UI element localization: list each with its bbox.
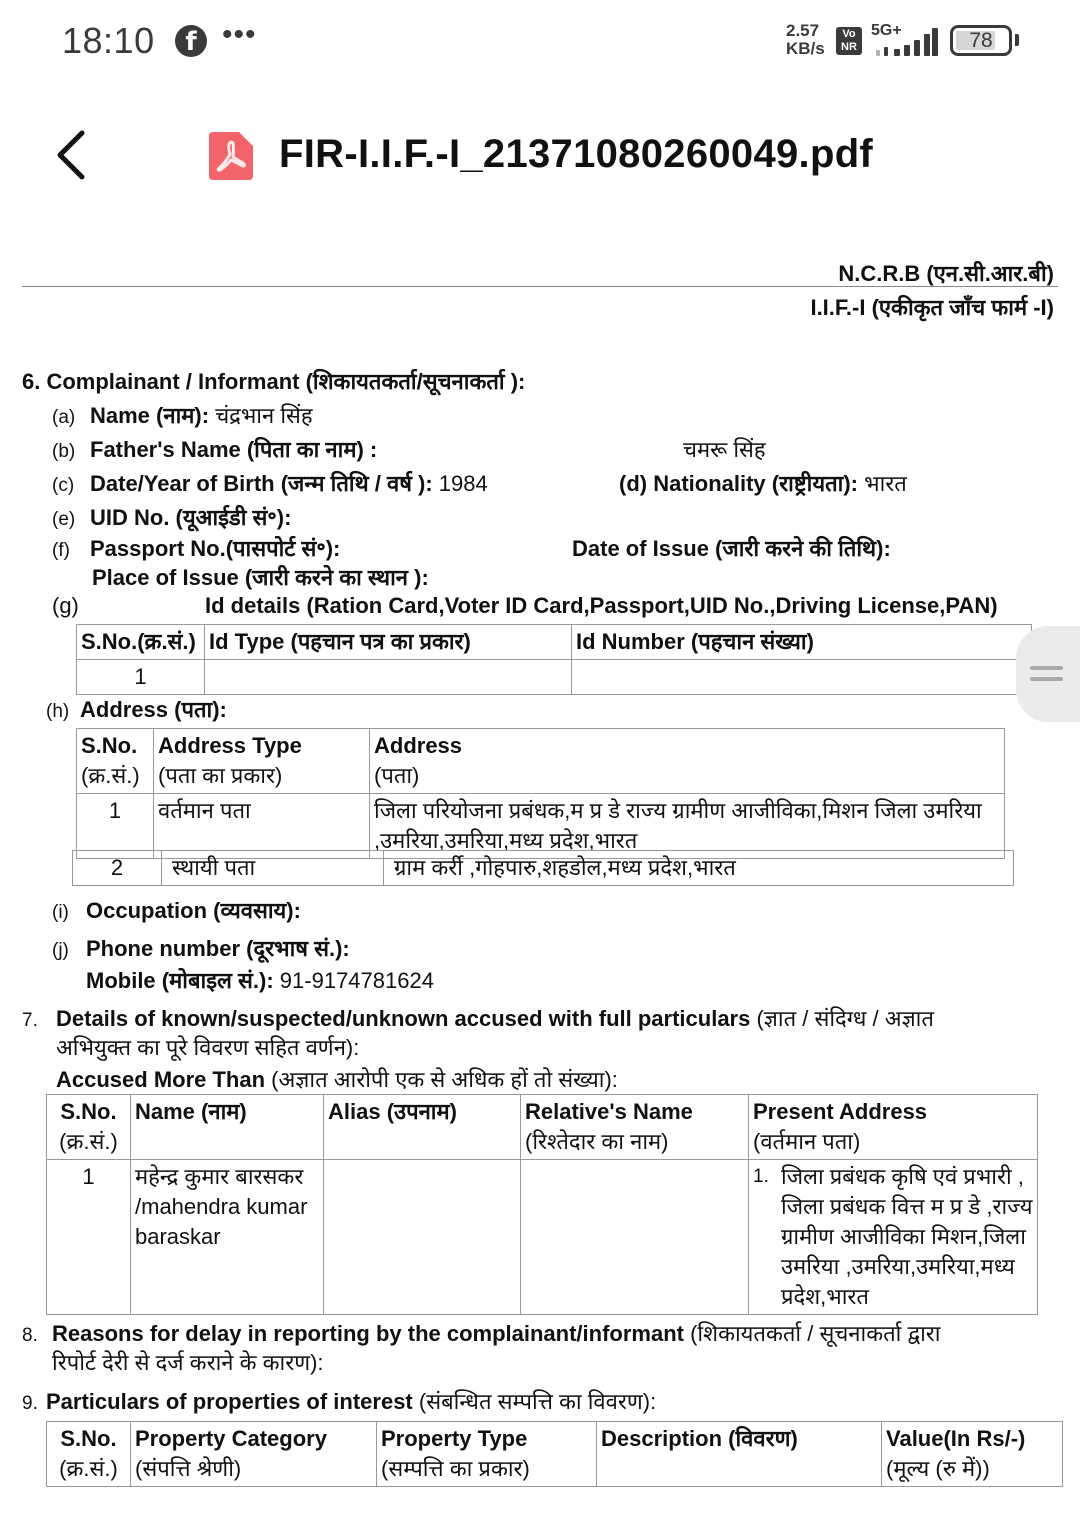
field-title: Father's Name (पिता का नाम) :	[90, 437, 378, 462]
section-8-title-line2: रिपोर्ट देरी से दर्ज कराने के कारण):	[52, 1350, 324, 1375]
section-6-title: 6. Complainant / Informant (शिकायतकर्ता/सूचनाकर्ता ):	[22, 369, 526, 394]
section-9-title	[22, 1386, 656, 1416]
drag-handle-icon	[1030, 666, 1063, 670]
field-title: Date/Year of Birth (जन्म तिथि / वर्ष ):	[90, 471, 433, 496]
network-speed-unit: KB/s	[786, 39, 825, 58]
network-speed	[786, 22, 825, 58]
header-line1: Description (विवरण)	[601, 1426, 798, 1451]
section-8-title	[22, 1318, 941, 1348]
address-table-continued	[72, 850, 1014, 886]
id-details-table	[76, 624, 1032, 695]
header-alias	[324, 1095, 521, 1160]
field-label: (e)	[52, 509, 76, 530]
header-line1: Value(In Rs/-)	[886, 1426, 1026, 1451]
table-header-row	[47, 1422, 1063, 1487]
address-text: जिला प्रबंधक कृषि एवं प्रभारी , जिला प्रबंधक वित्त म प्र डे ,राज्य ग्रामीण आजीविका मिशन,जिला उमरिया ,उमरिया,उमरिया,मध्य प्रदेश,भारत	[781, 1164, 1033, 1309]
field-accused-more-than	[56, 1064, 618, 1094]
header-line2: (क्र.सं.)	[59, 1129, 118, 1154]
header-id-number: Id Number (पहचान संख्या)	[572, 625, 1032, 660]
pdf-page[interactable]	[0, 250, 1080, 1513]
field-label: (b)	[52, 441, 76, 462]
header-line1: Property Category	[135, 1426, 327, 1451]
section-title: Details of known/suspected/unknown accused with full particulars	[56, 1006, 751, 1031]
header-line1: S.No.	[60, 1099, 117, 1124]
header-present-address	[749, 1095, 1038, 1160]
vonr-bottom: NR	[841, 41, 857, 53]
section-number: 7.	[22, 1010, 38, 1031]
section-title-hindi: (संबन्धित सम्पत्ति का विवरण):	[412, 1389, 657, 1414]
header-line2: (वर्तमान पता)	[753, 1129, 861, 1154]
network-speed-value: 2.57	[786, 21, 820, 40]
accused-table	[46, 1094, 1038, 1315]
section-title-hindi: (ज्ञात / संदिग्ध / अज्ञात	[750, 1006, 934, 1031]
header-property-type	[377, 1422, 597, 1487]
complainant-name: चंद्रभान सिंह	[209, 403, 313, 428]
field-passport	[52, 533, 340, 563]
table-row	[77, 794, 1005, 859]
header-description	[597, 1422, 882, 1487]
field-label: (c)	[52, 475, 75, 496]
cell-name: महेन्द्र कुमार बारसकर /mahendra kumar baraskar	[131, 1160, 324, 1315]
header-line1: Property Type	[381, 1426, 528, 1451]
header-value	[882, 1422, 1063, 1487]
header-address-type	[154, 729, 370, 794]
address-table	[76, 728, 1005, 859]
section-title-hindi: (शिकायतकर्ता / सूचनाकर्ता द्वारा	[683, 1321, 941, 1346]
header-sno	[47, 1422, 131, 1487]
header-line1: Address Type	[158, 733, 302, 758]
header-line2: (मूल्य (रु में))	[886, 1456, 990, 1481]
document-title: FIR-I.I.F.-I_21371080260049.pdf	[279, 132, 874, 176]
cell-id-type	[205, 660, 572, 695]
field-name	[52, 400, 313, 430]
header-line2: (पता का प्रकार)	[158, 763, 283, 788]
cell-address-type: वर्तमान पता	[154, 794, 370, 859]
cell-id-number	[572, 660, 1032, 695]
header-line2: (रिश्तेदार का नाम)	[525, 1129, 669, 1154]
signal-icon	[874, 26, 938, 56]
field-dob	[52, 468, 488, 498]
cell-relative-name	[521, 1160, 749, 1315]
field-id-details-label: (g)	[52, 593, 79, 618]
drag-handle-icon	[1030, 677, 1063, 681]
section-7-title	[22, 1003, 934, 1033]
vonr-top: Vo	[842, 28, 856, 40]
header-line1: Alias (उपनाम)	[328, 1099, 457, 1124]
field-id-details: Id details (Ration Card,Voter ID Card,Passport,UID No.,Driving License,PAN)	[205, 593, 998, 618]
header-line2: (क्र.सं.)	[59, 1456, 118, 1481]
table-header-row	[47, 1095, 1038, 1160]
field-title: Mobile (मोबाइल सं.):	[86, 968, 274, 993]
field-uid	[52, 502, 291, 532]
header-property-category	[131, 1422, 377, 1487]
field-title: Name (नाम):	[90, 403, 210, 428]
field-label: (a)	[52, 407, 76, 428]
clock: 18:10	[62, 20, 155, 61]
property-table	[46, 1421, 1063, 1487]
fast-scroll-handle[interactable]	[1016, 626, 1080, 722]
header-line2: (सम्पत्ति का प्रकार)	[381, 1456, 530, 1481]
header-line1: S.No.	[81, 733, 138, 758]
header-sno: S.No.(क्र.सं.)	[77, 625, 205, 660]
section-number: 9.	[22, 1393, 38, 1414]
header-address	[370, 729, 1005, 794]
header-line1: S.No.	[60, 1426, 117, 1451]
battery-icon	[950, 25, 1012, 56]
status-bar	[0, 0, 1080, 82]
cell-address-type: स्थायी पता	[162, 851, 384, 886]
section-number: 8.	[22, 1325, 38, 1346]
cell-sno: 1	[77, 794, 154, 859]
header-line1: Present Address	[753, 1099, 928, 1124]
field-title: Accused More Than	[56, 1067, 266, 1092]
field-title: Passport No.(पासपोर्ट सं॰):	[90, 536, 341, 561]
field-title: Address (पता):	[80, 697, 227, 722]
field-title: Phone number (दूरभाष सं.):	[86, 936, 350, 961]
vonr-icon	[836, 27, 862, 55]
cell-address: ग्राम कर्री ,गोहपारु,शहडोल,मध्य प्रदेश,भारत	[384, 851, 1014, 886]
cell-sno: 2	[73, 851, 162, 886]
field-mobile	[86, 965, 434, 995]
field-date-of-issue: Date of Issue (जारी करने की तिथि):	[572, 536, 891, 561]
section-7-title-line2: अभियुक्त का पूरे विवरण सहित वर्णन):	[56, 1035, 360, 1060]
field-title: (d) Nationality (राष्ट्रीयता):	[619, 471, 858, 496]
field-label: (j)	[52, 940, 69, 961]
battery-level: 78	[969, 29, 993, 52]
table-row	[73, 851, 1014, 886]
nationality-value: भारत	[858, 471, 907, 496]
field-occupation	[52, 895, 301, 925]
table-header-row	[77, 625, 1032, 660]
header-divider	[22, 286, 1058, 287]
field-label: (f)	[52, 540, 70, 561]
father-name-value: चमरू सिंह	[683, 437, 766, 462]
field-title-hindi: (अज्ञात आरोपी एक से अधिक हों तो संख्या):	[265, 1067, 618, 1092]
dob-value: 1984	[432, 471, 488, 496]
network-type: 5G+	[871, 22, 902, 39]
ncrb-header: N.C.R.B (एन.सी.आर.बी)	[838, 261, 1054, 286]
cell-sno: 1	[77, 660, 205, 695]
cell-address: जिला परियोजना प्रबंधक,म प्र डे राज्य ग्रामीण आजीविका,मिशन जिला उमरिया ,उमरिया,उमरिया,मध्य प्रदेश,भारत	[370, 794, 1005, 859]
header-sno	[77, 729, 154, 794]
field-nationality	[619, 468, 907, 498]
cell-sno: 1	[47, 1160, 131, 1315]
field-address	[46, 694, 227, 724]
field-phone	[52, 933, 350, 963]
header-line1: Address	[374, 733, 463, 758]
table-row	[47, 1160, 1038, 1315]
header-id-type: Id Type (पहचान पत्र का प्रकार)	[205, 625, 572, 660]
address-list-number: 1.	[753, 1166, 769, 1187]
header-line2: (क्र.सं.)	[81, 763, 140, 788]
cell-present-address	[749, 1160, 1038, 1315]
field-label: (h)	[46, 701, 70, 722]
header-line1: Relative's Name	[525, 1099, 693, 1124]
back-button[interactable]	[48, 125, 98, 185]
field-title: Occupation (व्यवसाय):	[86, 898, 301, 923]
header-line1: Name (नाम)	[135, 1099, 247, 1124]
battery-tip	[1015, 34, 1019, 46]
header-sno	[47, 1095, 131, 1160]
chevron-left-icon	[48, 125, 98, 185]
header-relative-name	[521, 1095, 749, 1160]
section-title: Particulars of properties of interest	[46, 1389, 413, 1414]
more-notifications-icon: •••	[222, 18, 257, 51]
app-bar	[0, 100, 1080, 210]
field-father-name	[52, 434, 377, 464]
header-name	[131, 1095, 324, 1160]
facebook-icon: f	[175, 25, 207, 57]
table-row	[77, 660, 1032, 695]
form-header: I.I.F.-I (एकीकृत जाँच फार्म -I)	[810, 295, 1054, 320]
header-line2: (पता)	[374, 763, 420, 788]
pdf-icon	[207, 130, 255, 182]
field-label: (i)	[52, 902, 69, 923]
section-title: Reasons for delay in reporting by the complainant/informant	[52, 1321, 684, 1346]
field-place-of-issue: Place of Issue (जारी करने का स्थान ):	[92, 565, 429, 590]
cell-alias	[324, 1160, 521, 1315]
table-header-row	[77, 729, 1005, 794]
field-title: UID No. (यूआईडी सं॰):	[90, 505, 292, 530]
mobile-value: 91-9174781624	[273, 968, 434, 993]
header-line2: (संपत्ति श्रेणी)	[135, 1456, 242, 1481]
